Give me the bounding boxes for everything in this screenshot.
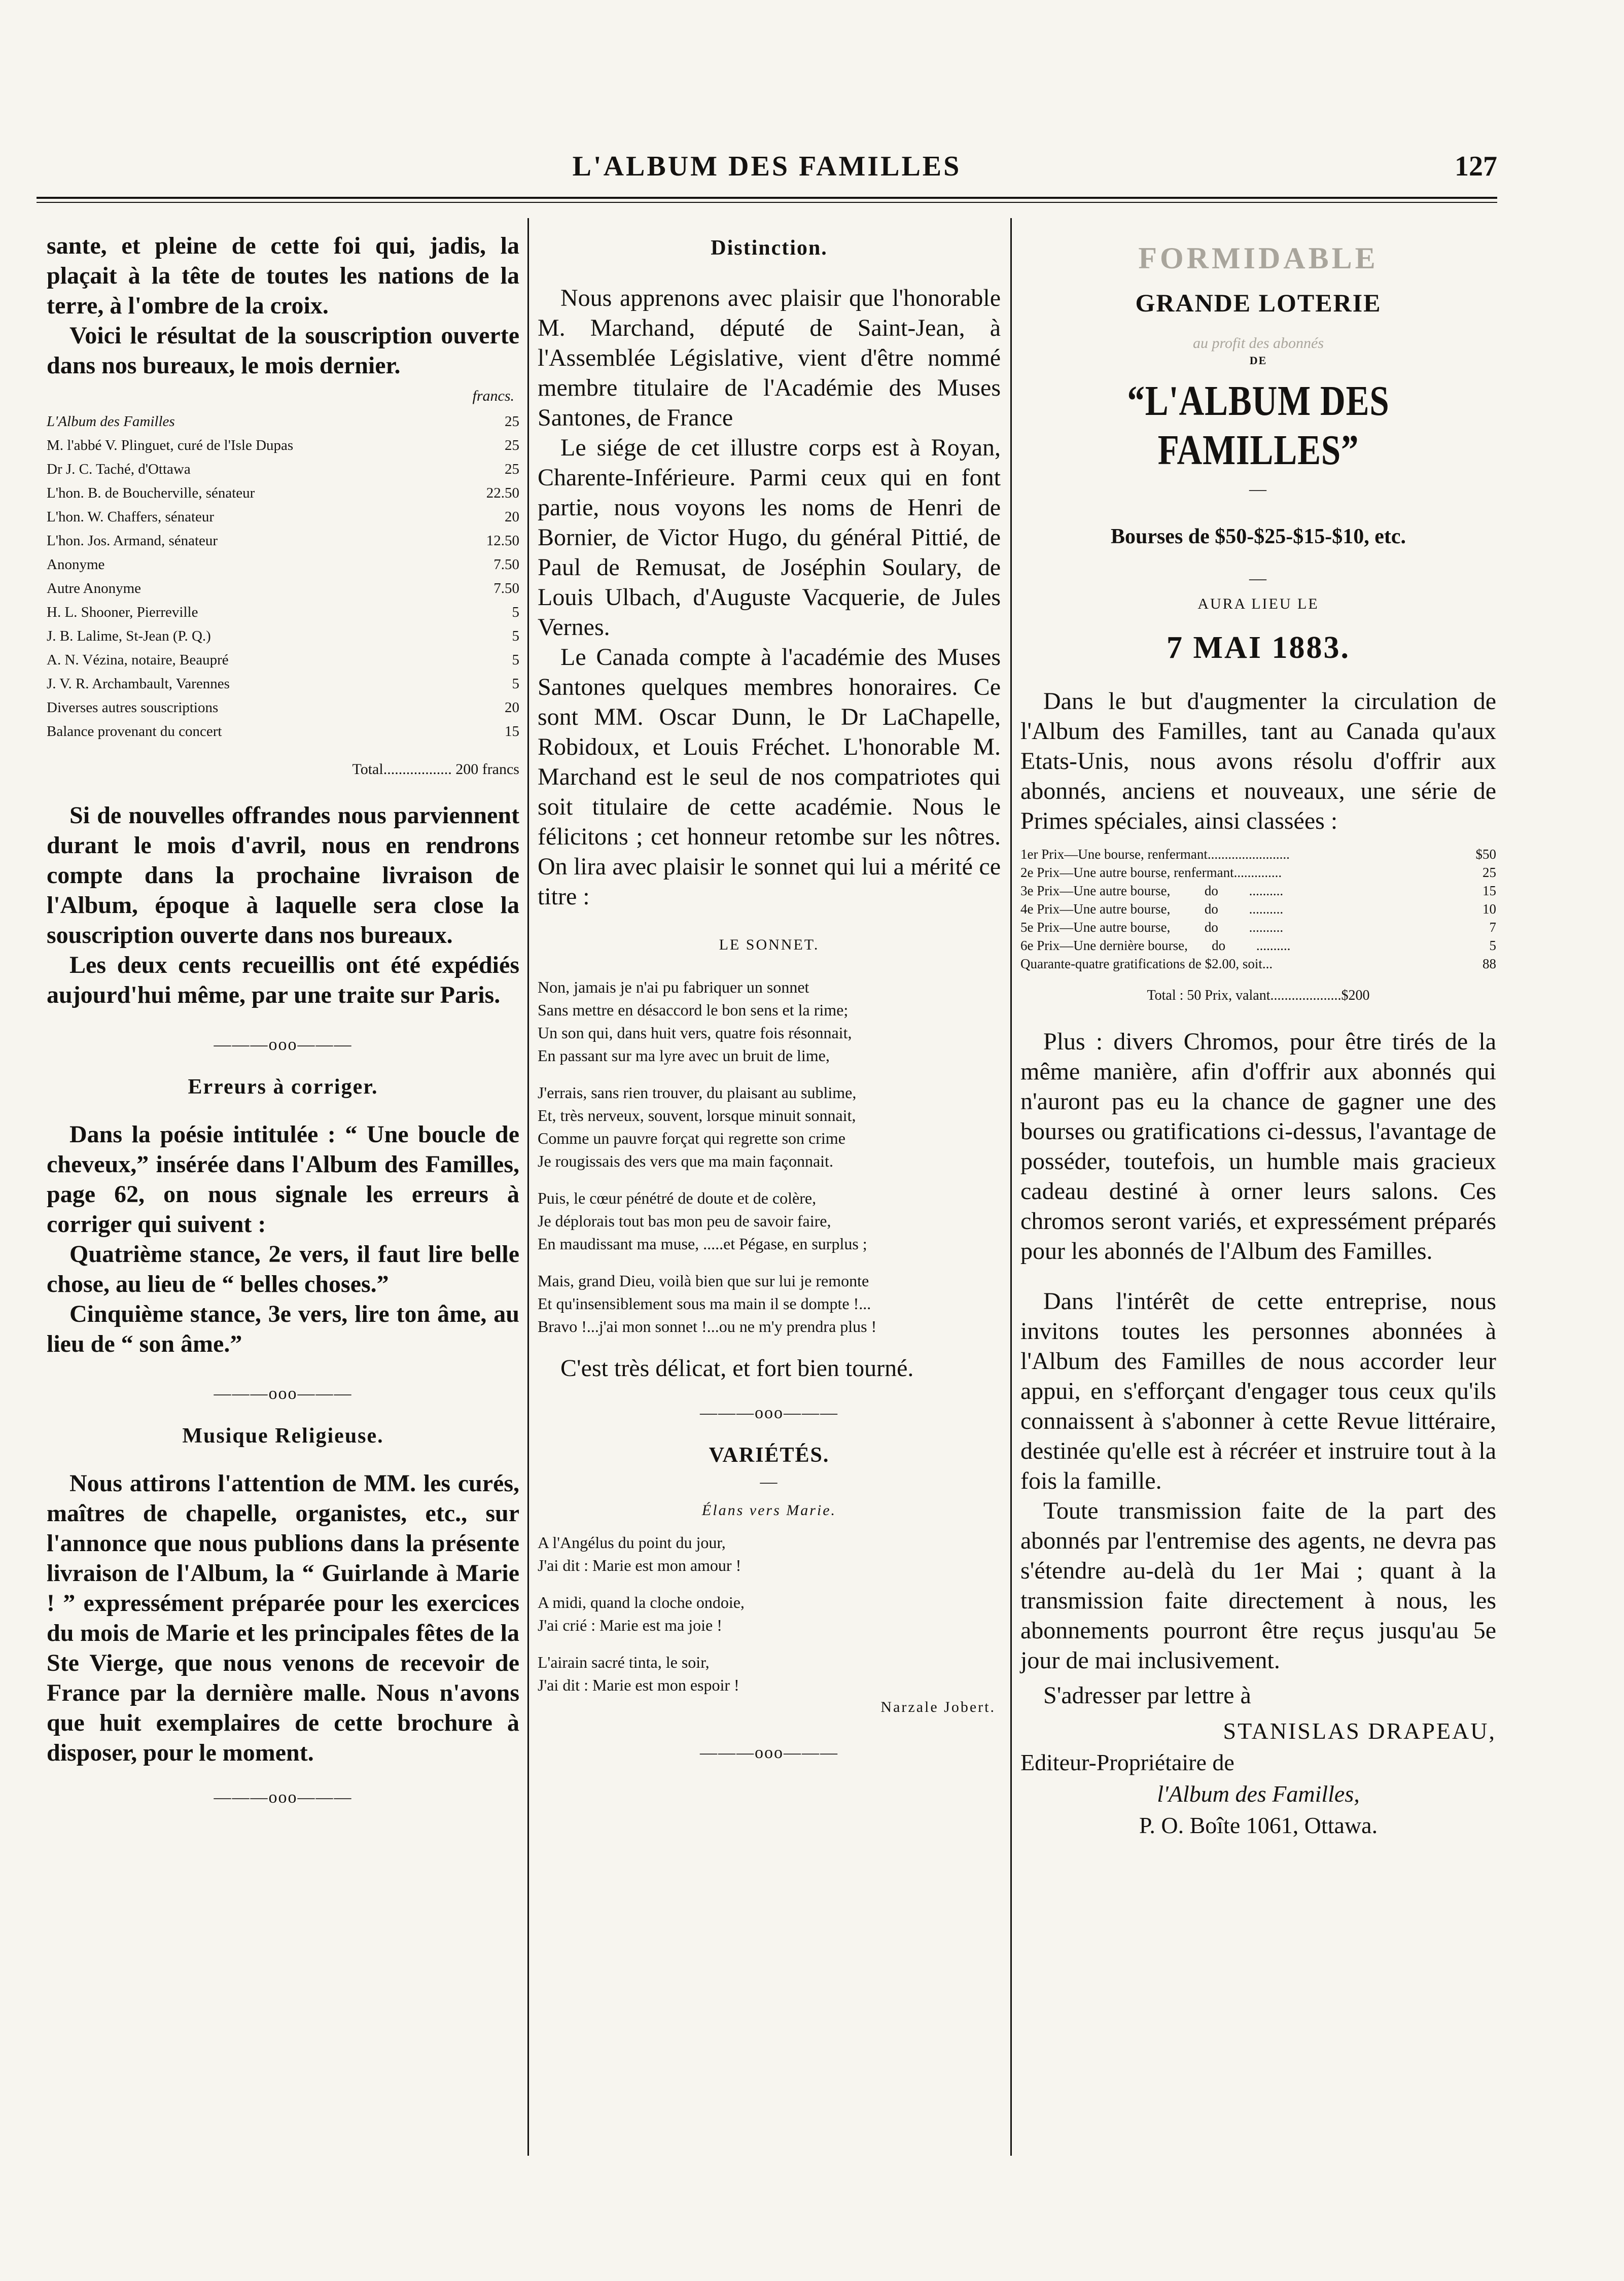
subscriber-name: L'hon. B. de Boucherville, sénateur [47, 485, 255, 501]
loterie-heading: GRANDE LOTERIE [1135, 289, 1382, 317]
poem-title: Élans vers Marie. [701, 1502, 837, 1519]
short-rule: — [760, 1472, 779, 1491]
loterie-paragraph-1: Dans le but d'augmenter la circulation de l'Album des Familles, tant au Canada qu'aux Etats-Unis, nous avons résolu d'offrir aux abonnés, anciens et nouveaux, une série de Primes spéciales, ainsi classées : [1020, 688, 1496, 834]
subscription-row [47, 648, 519, 672]
prize-label: 3e Prix—Une autre bourse, do .......... [1020, 883, 1284, 898]
subscriber-name: H. L. Shooner, Pierreville [47, 604, 198, 620]
subscription-row [47, 720, 519, 744]
prize-label: 5e Prix—Une autre bourse, do .......... [1020, 920, 1284, 935]
separator: ———ooo——— [214, 1384, 352, 1403]
subscription-amount: 5 [512, 676, 519, 692]
verse-line: En passant sur ma lyre avec un bruit de lime, [538, 1046, 830, 1065]
stanza-break [538, 1067, 1001, 1081]
running-title: L'ALBUM DES FAMILLES [572, 151, 962, 182]
separator: ———ooo——— [700, 1403, 838, 1422]
subscriber-name: J. B. Lalime, St-Jean (P. Q.) [47, 628, 211, 644]
poem-author: Narzale Jobert. [880, 1699, 996, 1715]
poem-verses [538, 1531, 1001, 1697]
page-number: 127 [1455, 151, 1497, 182]
subscription-amount: 7.50 [493, 556, 519, 573]
subscription-row [47, 529, 519, 553]
subscription-total: Total.................. 200 francs [352, 761, 519, 778]
prize-amount: 10 [1482, 901, 1496, 917]
stanza-break [538, 1577, 1001, 1591]
musique-paragraph: Nous attirons l'attention de MM. les curés, maîtres de chapelle, organistes, etc., sur l'annonce que nous publions dans la présente livraison de l'Album, la “ Guirlande à Marie ! ” expressément préparée pour les exercices du mois de Marie et les principales fêtes de la Ste Vierge, que nous venons de recevoir de France par la dernière malle. Nous n'avons que huit exemplaires de cette brochure à disposer, pour le moment. [47, 1470, 519, 1766]
subscription-row [47, 624, 519, 648]
prize-row [1020, 955, 1496, 973]
subscription-table [47, 410, 519, 744]
sonnet-title: LE SONNET. [719, 936, 820, 953]
verse-line: Puis, le cœur pénétré de doute et de colère, [538, 1189, 817, 1207]
offrandes-paragraph: Si de nouvelles offrandes nous parviennent durant le mois d'avril, nous en rendrons compte dans la prochaine livraison de l'Album, époque à laquelle sera close la souscription ouverte dans nos bureaux. [47, 802, 519, 949]
faded-banner: FORMIDABLE [1138, 241, 1379, 275]
prize-amount: 25 [1482, 865, 1496, 880]
erreurs-heading: Erreurs à corriger. [188, 1075, 378, 1099]
verse-line: J'ai dit : Marie est mon espoir ! [538, 1676, 739, 1694]
prize-row [1020, 882, 1496, 900]
verse-line: Comme un pauvre forçat qui regrette son crime [538, 1129, 845, 1147]
subscriber-name: Diverses autres souscriptions [47, 699, 219, 716]
erreurs-paragraph-1: Dans la poésie intitulée : “ Une boucle de cheveux,” insérée dans l'Album des Familles, page 62, on nous signale les erreurs à corriger qui suivent : [47, 1121, 519, 1238]
prize-label: Quarante-quatre gratifications de $2.00, soit... [1020, 956, 1273, 971]
verse-line: Je déplorais tout bas mon peu de savoir faire, [538, 1212, 831, 1230]
short-rule: — [1249, 480, 1267, 499]
erreurs-paragraph-3: Cinquième stance, 3e vers, lire ton âme, au lieu de “ son âme.” [47, 1301, 519, 1357]
subscription-amount: 12.50 [486, 533, 519, 549]
column-left [47, 231, 519, 1807]
subscription-amount: 25 [505, 413, 519, 430]
verse-line: J'ai dit : Marie est mon amour ! [538, 1556, 742, 1574]
publication-name: l'Album des Familles, [1157, 1781, 1360, 1807]
subscription-row [47, 601, 519, 624]
subscription-row [47, 672, 519, 696]
prize-label: 6e Prix—Une dernière bourse, do .......... [1020, 938, 1291, 953]
subscription-row [47, 410, 519, 434]
header-rule [37, 197, 1497, 199]
verse-line: En maudissant ma muse, .....et Pégase, en surplus ; [538, 1235, 867, 1253]
prize-row [1020, 900, 1496, 918]
distinction-paragraph-3: Le Canada compte à l'académie des Muses Santones quelques membres honoraires. Ce sont MM. Oscar Dunn, le Dr LaChapelle, Robidoux, et Louis Fréchet. L'honorable M. Marchand est le seul de nos compatriotes qui soit titulaire de cette académie. Nous le félicitons ; cet honneur retombe sur les nôtres. On lira avec plaisir le sonnet qui lui a mérité ce titre : [538, 644, 1001, 910]
prize-label: 1er Prix—Une bourse, renfermant........................ [1020, 847, 1290, 862]
distinction-heading: Distinction. [711, 236, 828, 260]
verse-line: Bravo !...j'ai mon sonnet !...ou ne m'y prendra plus ! [538, 1317, 877, 1336]
verse-line: Non, jamais je n'ai pu fabriquer un sonnet [538, 978, 809, 996]
subscriber-name: L'hon. Jos. Armand, sénateur [47, 533, 218, 549]
subscriber-name: A. N. Vézina, notaire, Beaupré [47, 652, 229, 668]
prize-amount: $50 [1475, 847, 1496, 862]
subscriber-name: Autre Anonyme [47, 580, 142, 596]
separator: ———ooo——— [214, 1035, 352, 1054]
subscriber-name: Anonyme [47, 556, 105, 573]
bourses-line: Bourses de $50-$25-$15-$10, etc. [1110, 525, 1406, 548]
de-label: DE [1249, 354, 1267, 367]
subscription-amount: 5 [512, 604, 519, 620]
verse-line: Mais, grand Dieu, voilà bien que sur lui je remonte [538, 1272, 869, 1290]
faded-subtitle: au profit des abonnés [1192, 335, 1324, 352]
prize-label: 2e Prix—Une autre bourse, renfermant.............. [1020, 865, 1282, 880]
album-title: “L'ALBUM DES FAMILLES” [1127, 377, 1390, 474]
prize-row [1020, 863, 1496, 882]
publisher-name: STANISLAS DRAPEAU, [1223, 1718, 1496, 1744]
subscription-row [47, 577, 519, 601]
verse-line: A midi, quand la cloche ondoie, [538, 1593, 745, 1611]
publisher-role: Editeur-Propriétaire de [1020, 1749, 1234, 1775]
subscription-amount: 5 [512, 652, 519, 668]
musique-heading: Musique Religieuse. [182, 1424, 384, 1448]
subscriber-name: Dr J. C. Taché, d'Ottawa [47, 461, 191, 477]
column-divider-1 [527, 218, 529, 2156]
stanza-break [538, 1637, 1001, 1651]
prize-table [1020, 845, 1496, 973]
subscription-amount: 25 [505, 437, 519, 453]
subscription-row [47, 481, 519, 505]
verse-line: Un son qui, dans huit vers, quatre fois résonnait, [538, 1024, 852, 1042]
erreurs-paragraph-2: Quatrième stance, 2e vers, il faut lire belle chose, au lieu de “ belles choses.” [47, 1241, 519, 1297]
verse-line: J'ai crié : Marie est ma joie ! [538, 1616, 722, 1634]
prize-total: Total : 50 Prix, valant....................$200 [1147, 988, 1370, 1003]
prize-amount: 15 [1482, 883, 1496, 898]
separator: ———ooo——— [700, 1743, 838, 1762]
prize-amount: 5 [1489, 938, 1496, 953]
lottery-date: 7 MAI 1883. [1167, 630, 1350, 665]
column-right [1020, 231, 1496, 1841]
subscription-amount: 5 [512, 628, 519, 644]
subscription-amount: 20 [505, 509, 519, 525]
prize-amount: 88 [1482, 956, 1496, 971]
postal-address: P. O. Boîte 1061, Ottawa. [1139, 1812, 1378, 1838]
intro-paragraph: sante, et pleine de cette foi qui, jadis, la plaçait à la tête de toutes les nations de la terre, à l'ombre de la croix. [47, 232, 519, 319]
sonnet-comment: C'est très délicat, et fort bien tourné. [560, 1355, 914, 1382]
column-middle [538, 231, 1001, 1763]
sonnet-verses [538, 976, 1001, 1338]
subscription-intro: Voici le résultat de la souscription ouverte dans nos bureaux, le mois dernier. [47, 322, 519, 379]
subscription-amount: 20 [505, 699, 519, 716]
header-rule-thin [37, 202, 1497, 203]
verse-line: A l'Angélus du point du jour, [538, 1533, 726, 1552]
verse-line: Et, très nerveux, souvent, lorsque minuit sonnait, [538, 1106, 856, 1125]
currency-label: francs. [472, 388, 514, 404]
loterie-paragraph-4: Toute transmission faite de la part des abonnés par l'entremise des agents, ne devra pas s'étendre au-delà du 1er Mai ; quant à la transmission faite directement à nous, les abonnements pourront être reçus jusqu'au 5e jour de mai inclusivement. [1020, 1497, 1496, 1674]
prize-row [1020, 845, 1496, 863]
varietes-heading: VARIÉTÉS. [709, 1444, 830, 1467]
subscription-amount: 15 [505, 723, 519, 740]
prize-row [1020, 936, 1496, 955]
subscription-amount: 7.50 [493, 580, 519, 596]
distinction-paragraph-2: Le siége de cet illustre corps est à Royan, Charente-Inférieure. Parmi ceux qui en font partie, nous voyons les noms de Henri de Bornier, de Victor Hugo, du général Pittié, de Paul de Remusat, de Joséphin Soulary, de Louis Ulbach, d'Auguste Vacquerie, de Jules Vernes. [538, 434, 1001, 641]
subscriber-name: J. V. R. Archambault, Varennes [47, 676, 230, 692]
stanza-break [538, 1255, 1001, 1270]
subscription-row [47, 553, 519, 577]
subscriber-name: L'Album des Familles [47, 413, 175, 430]
subscription-row [47, 458, 519, 481]
page-header [37, 150, 1497, 186]
verse-line: Je rougissais des vers que ma main façonnait. [538, 1152, 833, 1170]
subscriber-name: Balance provenant du concert [47, 723, 222, 740]
adresser-line: S'adresser par lettre à [1043, 1682, 1251, 1709]
verse-line: L'airain sacré tinta, le soir, [538, 1653, 710, 1671]
loterie-paragraph-3: Dans l'intérêt de cette entreprise, nous invitons toutes les personnes abonnées à l'Album des Familles de nous accorder leur appui, en s'efforçant d'engager tous ceux qu'ils connaissent à s'abonner à cette Revue littéraire, destinée qu'elle est à récréer et instruire tout à la fois la famille. [1020, 1288, 1496, 1494]
loterie-paragraph-2: Plus : divers Chromos, pour être tirés de la même manière, afin d'offrir aux abonnés qui n'auront pas eu la chance de gagner une des bourses ou gratifications ci-dessus, l'avantage de posséder, toutefois, un humble mais gracieux cadeau destiné à orner leurs salons. Ces chromos seront variés, et expressément préparés pour les abonnés de l'Album des Familles. [1020, 1028, 1496, 1265]
subscriber-name: L'hon. W. Chaffers, sénateur [47, 509, 215, 525]
short-rule: — [1249, 569, 1267, 588]
separator: ———ooo——— [214, 1788, 352, 1807]
subscriber-name: M. l'abbé V. Plinguet, curé de l'Isle Dupas [47, 437, 294, 453]
subscription-amount: 22.50 [486, 485, 519, 501]
prize-amount: 7 [1489, 920, 1496, 935]
prize-row [1020, 918, 1496, 936]
subscription-row [47, 505, 519, 529]
expedies-paragraph: Les deux cents recueillis ont été expédiés aujourd'hui même, par une traite sur Paris. [47, 952, 519, 1008]
verse-line: J'errais, sans rien trouver, du plaisant au sublime, [538, 1083, 857, 1102]
stanza-break [538, 1173, 1001, 1187]
subscription-row [47, 434, 519, 458]
subscription-amount: 25 [505, 461, 519, 477]
distinction-paragraph-1: Nous apprenons avec plaisir que l'honorable M. Marchand, député de Saint-Jean, à l'Assemblée Législative, vient d'être nommé membre titulaire de l'Académie des Muses Santones, de France [538, 285, 1001, 431]
prize-label: 4e Prix—Une autre bourse, do .......... [1020, 901, 1284, 917]
column-divider-2 [1010, 218, 1012, 2156]
verse-line: Sans mettre en désaccord le bon sens et la rime; [538, 1001, 849, 1019]
aura-lieu: AURA LIEU LE [1197, 595, 1319, 612]
subscription-row [47, 696, 519, 720]
verse-line: Et qu'insensiblement sous ma main il se dompte !... [538, 1294, 871, 1313]
